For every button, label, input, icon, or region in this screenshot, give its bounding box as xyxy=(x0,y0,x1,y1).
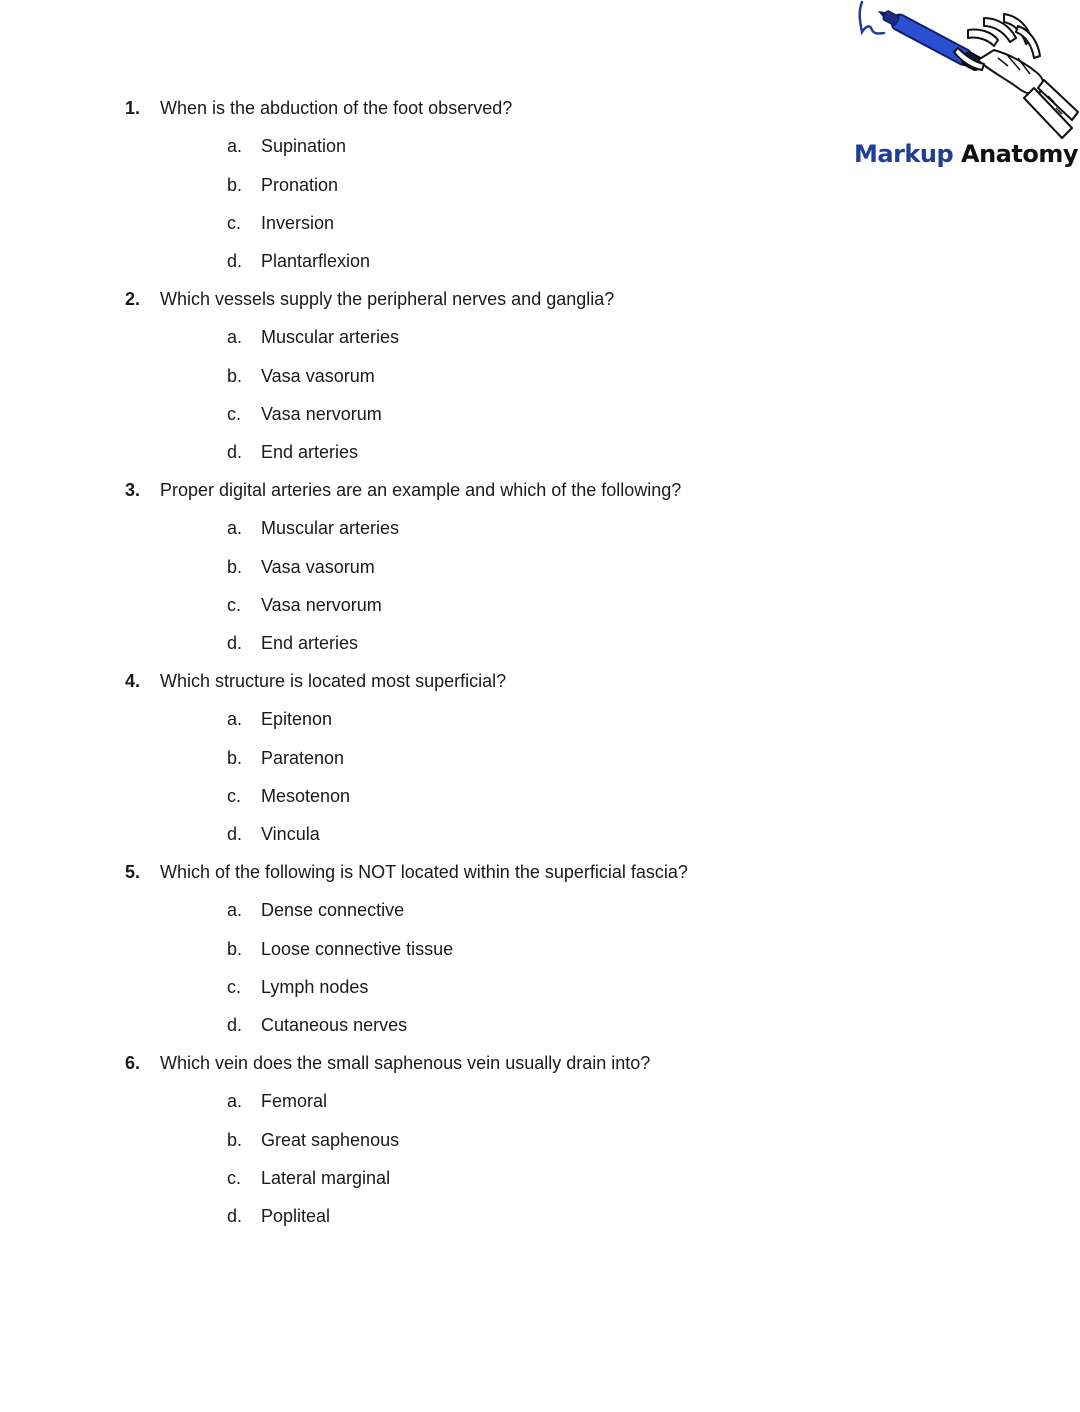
option-text: Mesotenon xyxy=(261,786,351,806)
option-letter: d. xyxy=(227,1206,243,1226)
option-letter: b. xyxy=(227,748,243,768)
option-text: Lateral marginal xyxy=(261,1168,391,1188)
option-text: End arteries xyxy=(261,442,359,462)
question-2-option-c xyxy=(227,402,382,426)
question-1-option-c xyxy=(227,211,334,235)
question-2-option-b xyxy=(227,364,375,388)
question-text: Proper digital arteries are an example and which of the following? xyxy=(160,480,682,500)
skeletal-hand-marker-icon xyxy=(848,0,1080,145)
option-text: Great saphenous xyxy=(261,1130,400,1150)
option-text: Epitenon xyxy=(261,709,333,729)
option-letter: a. xyxy=(227,518,243,538)
option-letter: b. xyxy=(227,557,243,577)
question-number: 6. xyxy=(125,1053,141,1073)
option-text: Muscular arteries xyxy=(261,327,400,347)
question-3-option-b xyxy=(227,555,375,579)
option-text: Vincula xyxy=(261,824,320,844)
question-4-option-c xyxy=(227,784,350,808)
question-5-option-c xyxy=(227,975,368,999)
question-text: When is the abduction of the foot observed? xyxy=(160,98,513,118)
option-text: Vasa vasorum xyxy=(261,557,375,577)
question-5-option-a xyxy=(227,898,404,922)
option-text: Supination xyxy=(261,136,347,156)
question-text: Which vein does the small saphenous vein usually drain into? xyxy=(160,1053,651,1073)
question-2-option-d xyxy=(227,440,358,464)
question-4-option-b xyxy=(227,746,344,770)
question-number: 5. xyxy=(125,862,141,882)
question-5-option-b xyxy=(227,937,453,961)
option-text: Cutaneous nerves xyxy=(261,1015,408,1035)
option-letter: b. xyxy=(227,1130,243,1150)
option-letter: c. xyxy=(227,1168,242,1188)
option-letter: c. xyxy=(227,404,242,424)
question-2 xyxy=(125,287,614,311)
question-number: 1. xyxy=(125,98,141,118)
question-6-option-a xyxy=(227,1089,327,1113)
markup-anatomy-logo xyxy=(848,0,1080,180)
option-text: Pronation xyxy=(261,175,339,195)
question-6 xyxy=(125,1051,650,1075)
option-letter: b. xyxy=(227,939,243,959)
question-4-option-a xyxy=(227,707,332,731)
option-text: Femoral xyxy=(261,1091,328,1111)
question-text: Which structure is located most superficial? xyxy=(160,671,507,691)
logo-word-markup: Markup xyxy=(854,140,954,168)
option-letter: c. xyxy=(227,213,242,233)
question-4 xyxy=(125,669,506,693)
option-letter: a. xyxy=(227,1091,243,1111)
question-3-option-c xyxy=(227,593,382,617)
option-letter: b. xyxy=(227,366,243,386)
question-text: Which vessels supply the peripheral nerves and ganglia? xyxy=(160,289,615,309)
option-letter: a. xyxy=(227,900,243,920)
question-5-option-d xyxy=(227,1013,407,1037)
question-3-option-d xyxy=(227,631,358,655)
question-1-option-a xyxy=(227,134,346,158)
logo-wordmark xyxy=(854,140,1078,168)
question-3-option-a xyxy=(227,516,399,540)
question-6-option-c xyxy=(227,1166,390,1190)
option-text: Loose connective tissue xyxy=(261,939,454,959)
option-letter: c. xyxy=(227,977,242,997)
question-6-option-d xyxy=(227,1204,330,1228)
question-number: 3. xyxy=(125,480,141,500)
question-number: 4. xyxy=(125,671,141,691)
question-3 xyxy=(125,478,681,502)
option-letter: a. xyxy=(227,136,243,156)
question-4-option-d xyxy=(227,822,320,846)
logo-word-anatomy: Anatomy xyxy=(961,140,1078,168)
option-letter: d. xyxy=(227,1015,243,1035)
option-text: Vasa vasorum xyxy=(261,366,375,386)
question-1 xyxy=(125,96,512,120)
option-letter: c. xyxy=(227,595,242,615)
question-2-option-a xyxy=(227,325,399,349)
option-text: Popliteal xyxy=(261,1206,331,1226)
question-1-option-b xyxy=(227,173,338,197)
question-1-option-d xyxy=(227,249,370,273)
option-letter: d. xyxy=(227,633,243,653)
question-5 xyxy=(125,860,688,884)
option-text: Dense connective xyxy=(261,900,405,920)
option-letter: d. xyxy=(227,442,243,462)
option-text: Paratenon xyxy=(261,748,345,768)
question-text: Which of the following is NOT located within the superficial fascia? xyxy=(160,862,688,882)
option-text: Plantarflexion xyxy=(261,251,371,271)
question-6-option-b xyxy=(227,1128,399,1152)
option-text: Inversion xyxy=(261,213,335,233)
option-text: Lymph nodes xyxy=(261,977,369,997)
option-letter: b. xyxy=(227,175,243,195)
option-text: End arteries xyxy=(261,633,359,653)
option-letter: d. xyxy=(227,824,243,844)
option-letter: a. xyxy=(227,327,243,347)
option-letter: c. xyxy=(227,786,242,806)
option-text: Muscular arteries xyxy=(261,518,400,538)
question-number: 2. xyxy=(125,289,141,309)
option-letter: d. xyxy=(227,251,243,271)
option-text: Vasa nervorum xyxy=(261,595,382,615)
option-letter: a. xyxy=(227,709,243,729)
option-text: Vasa nervorum xyxy=(261,404,382,424)
